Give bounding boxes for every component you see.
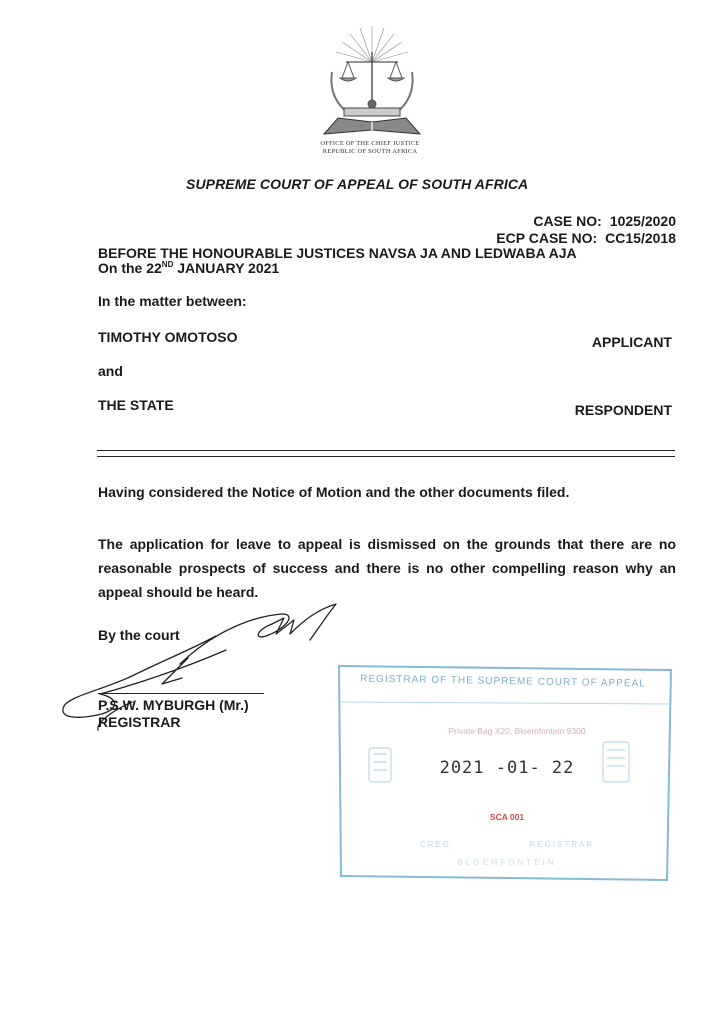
stamp-footer-left: CREG [419, 840, 451, 849]
ecp-case-number-label: ECP CASE NO: [496, 230, 598, 246]
parties-conjunction: and [98, 363, 123, 379]
stamp-footer-bottom: BLOEMFONTEIN [457, 858, 557, 867]
hearing-date-ordinal: ND [161, 260, 174, 269]
court-crest-emblem [318, 22, 426, 140]
court-title: SUPREME COURT OF APPEAL OF SOUTH AFRICA [186, 176, 529, 192]
court-order-text: The application for leave to appeal is dismissed on the grounds that there are no reasonable prospects of success and there is no other compelling reason why an appeal should be heard. [98, 536, 676, 600]
by-the-court: By the court [98, 627, 180, 643]
ecp-case-number: CC15/2018 [605, 230, 676, 246]
stamp-date: 2021 -01- 22 [439, 758, 575, 778]
ecp-case-number-line [496, 230, 676, 246]
stamp-address: Private Bag X20, Bloemfontein 9300 [448, 726, 586, 736]
crest-caption-line2: REPUBLIC OF SOUTH AFRICA [322, 148, 418, 155]
crest-caption [300, 140, 440, 156]
stamp-footer [377, 840, 637, 849]
bench-line: BEFORE THE HONOURABLE JUSTICES NAVSA JA AND LEDWABA AJA [98, 245, 577, 261]
stamp-footer-right: REGISTRAR [529, 840, 595, 849]
applicant-name: TIMOTHY OMOTOSO [98, 329, 238, 345]
registrar-name: P.S.W. MYBURGH (Mr.) [98, 697, 249, 713]
registrar-title: REGISTRAR [98, 714, 181, 730]
matter-intro: In the matter between: [98, 293, 247, 309]
case-number-line [533, 213, 676, 229]
registrar-stamp [337, 662, 673, 884]
respondent-name: THE STATE [98, 397, 174, 413]
divider-lower [97, 456, 675, 457]
hearing-date [98, 260, 279, 276]
divider-upper [97, 450, 675, 451]
case-number-label: CASE NO: [533, 213, 602, 229]
stamp-code: SCA 001 [489, 812, 525, 822]
respondent-role: RESPONDENT [574, 402, 672, 418]
hearing-date-suffix: JANUARY 2021 [173, 260, 280, 276]
applicant-role: APPLICANT [591, 334, 672, 350]
stamp-heading: REGISTRAR OF THE SUPREME COURT OF APPEAL [360, 673, 646, 690]
registrar-signature-line [98, 693, 264, 694]
hearing-date-prefix: On the 22 [98, 260, 162, 276]
registrar-signature [40, 590, 360, 750]
crest-caption-line1: OFFICE OF THE CHIEF JUSTICE [320, 140, 420, 147]
case-number: 1025/2020 [609, 213, 676, 229]
considered-statement: Having considered the Notice of Motion and the other documents filed. [98, 484, 570, 500]
